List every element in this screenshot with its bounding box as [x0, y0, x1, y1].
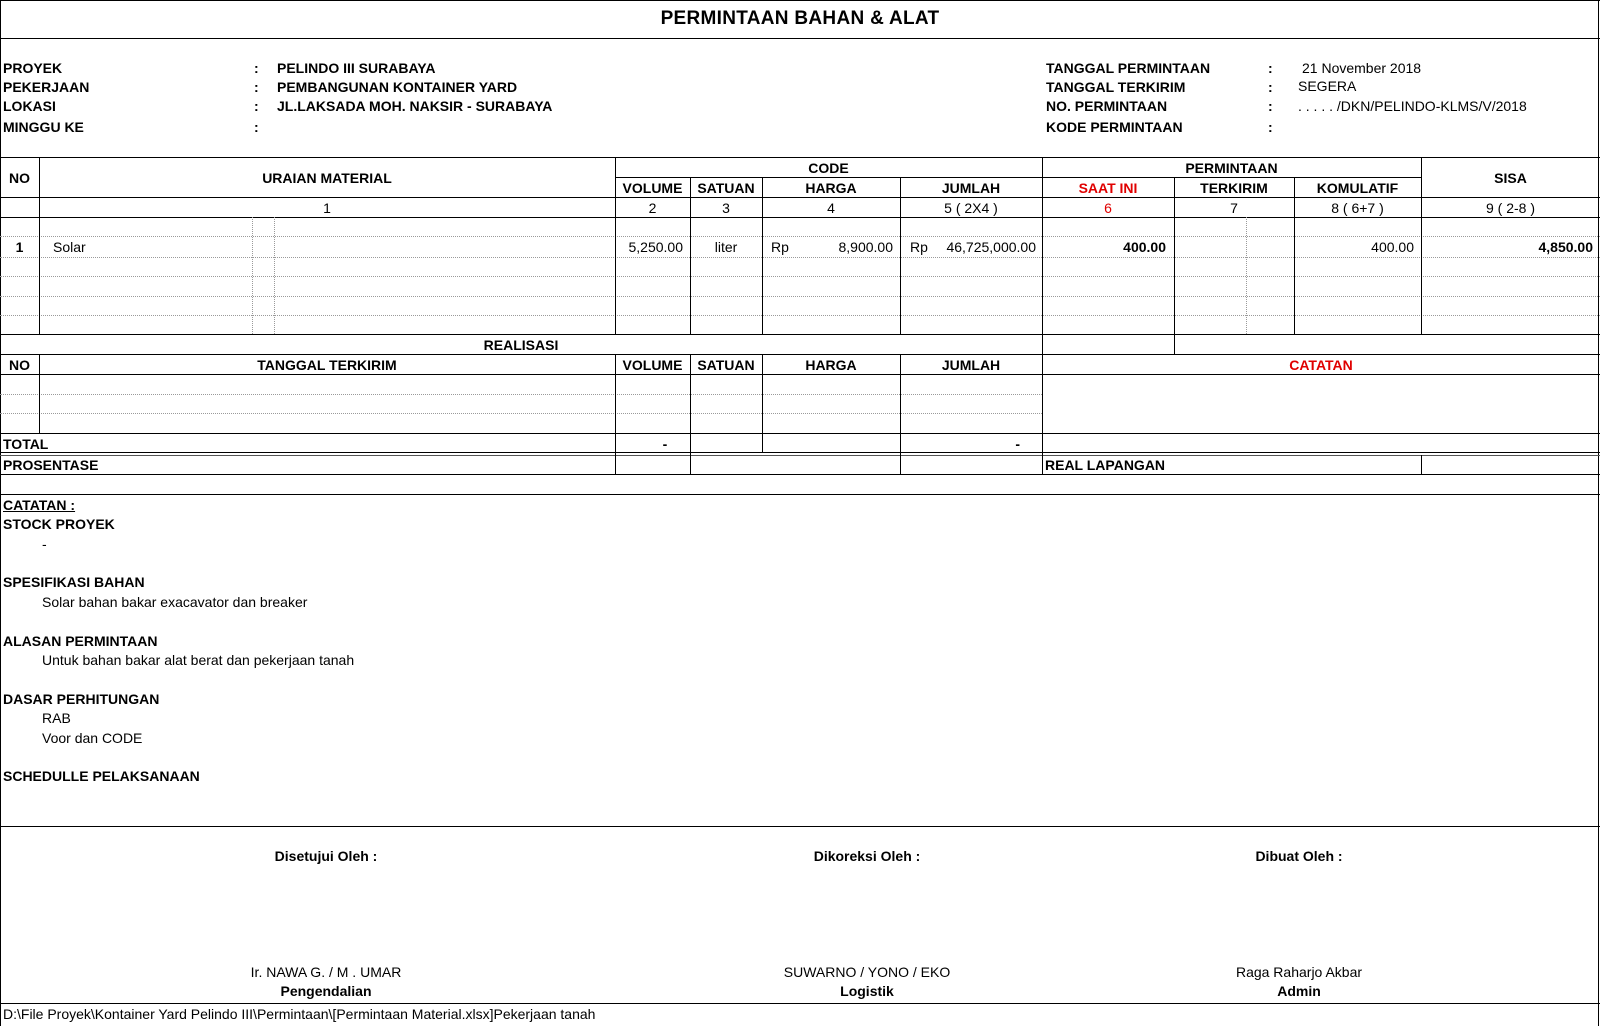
title-divider: [0, 38, 1600, 39]
no-permintaan-label: NO. PERMINTAAN: [1046, 98, 1168, 114]
row-jumlah-currency: Rp: [910, 239, 928, 255]
disetujui-caption: Disetujui Oleh :: [274, 848, 378, 864]
dikoreksi-caption: Dikoreksi Oleh :: [813, 848, 921, 864]
tanggal-terkirim-label: TANGGAL TERKIRIM: [1046, 79, 1186, 95]
realisasi-no-header: NO: [9, 357, 30, 373]
tanggal-permintaan-sep: :: [1268, 60, 1273, 76]
tanggal-permintaan-label: TANGGAL PERMINTAAN: [1046, 60, 1211, 76]
dibuat-caption: Dibuat Oleh :: [1255, 848, 1343, 864]
stock-proyek-label: STOCK PROYEK: [3, 516, 115, 532]
prosentase-label: PROSENTASE: [3, 457, 99, 473]
col-number-7: 7: [1230, 200, 1238, 216]
no-permintaan-sep: :: [1268, 98, 1273, 114]
row-volume: 5,250.00: [628, 239, 683, 255]
col-number-8: 8 ( 6+7 ): [1331, 200, 1384, 216]
minggu-sep: :: [254, 119, 259, 135]
dibuat-name: Raga Raharjo Akbar: [1235, 964, 1363, 980]
footer-divider: [0, 1003, 1600, 1004]
col-komulatif-header: KOMULATIF: [1316, 180, 1399, 196]
col-number-5: 5 ( 2X4 ): [944, 200, 998, 216]
stock-proyek-value: -: [42, 536, 47, 552]
col-number-1: 1: [323, 200, 331, 216]
total-label: TOTAL: [3, 436, 49, 452]
col-terkirim-header: TERKIRIM: [1200, 180, 1268, 196]
col-satuan-header: SATUAN: [697, 180, 755, 196]
row-harga: 8,900.00: [838, 239, 893, 255]
spesifikasi-value: Solar bahan bakar exacavator dan breaker: [42, 594, 308, 610]
col-harga-header: HARGA: [805, 180, 857, 196]
col-number-4: 4: [827, 200, 835, 216]
tanggal-permintaan-value: 21 November 2018: [1302, 60, 1422, 76]
dibuat-role: Admin: [1277, 983, 1321, 999]
col-number-6: 6: [1104, 200, 1112, 216]
dasar-value-2: Voor dan CODE: [42, 730, 143, 746]
col-volume-header: VOLUME: [622, 180, 683, 196]
tanggal-terkirim-sep: :: [1268, 79, 1273, 95]
realisasi-satuan-header: SATUAN: [697, 357, 755, 373]
row-uraian: Solar: [53, 239, 86, 255]
alasan-value: Untuk bahan bakar alat berat dan pekerjaan tanah: [42, 652, 355, 668]
realisasi-title: REALISASI: [483, 337, 559, 353]
realisasi-tanggal-header: TANGGAL TERKIRIM: [257, 357, 397, 373]
row-jumlah: 46,725,000.00: [946, 239, 1036, 255]
proyek-label: PROYEK: [3, 60, 63, 76]
dikoreksi-name: SUWARNO / YONO / EKO: [783, 964, 951, 980]
disetujui-name: Ir. NAWA G. / M . UMAR: [250, 964, 402, 980]
row-satuan: liter: [714, 239, 738, 255]
kode-permintaan-sep: :: [1268, 119, 1273, 135]
pekerjaan-label: PEKERJAAN: [3, 79, 90, 95]
row-sisa: 4,850.00: [1538, 239, 1593, 255]
col-permintaan-header: PERMINTAAN: [1185, 160, 1278, 176]
col-uraian-header: URAIAN MATERIAL: [262, 170, 392, 186]
col-number-3: 3: [722, 200, 730, 216]
total-volume: -: [662, 436, 668, 452]
lokasi-sep: :: [254, 98, 259, 114]
minggu-label: MINGGU KE: [3, 119, 84, 135]
dasar-value-1: RAB: [42, 710, 71, 726]
pekerjaan-sep: :: [254, 79, 259, 95]
pekerjaan-value: PEMBANGUNAN KONTAINER YARD: [277, 79, 518, 95]
lokasi-value: JL.LAKSADA MOH. NAKSIR - SURABAYA: [277, 98, 553, 114]
row-no: 1: [15, 239, 24, 255]
row-saat-ini: 400.00: [1123, 239, 1166, 255]
no-permintaan-value: . . . . . /DKN/PELINDO-KLMS/V/2018: [1298, 98, 1527, 114]
spesifikasi-label: SPESIFIKASI BAHAN: [3, 574, 145, 590]
notes-header: CATATAN :: [3, 497, 76, 513]
lokasi-label: LOKASI: [3, 98, 56, 114]
frame-right: [1598, 0, 1599, 1026]
dikoreksi-role: Logistik: [840, 983, 894, 999]
realisasi-volume-header: VOLUME: [622, 357, 683, 373]
disetujui-role: Pengendalian: [280, 983, 372, 999]
proyek-sep: :: [254, 60, 259, 76]
realisasi-jumlah-header: JUMLAH: [941, 357, 1001, 373]
col-number-2: 2: [648, 200, 657, 216]
tanggal-terkirim-value: SEGERA: [1298, 78, 1357, 94]
row-harga-currency: Rp: [771, 239, 789, 255]
page-title: PERMINTAAN BAHAN & ALAT: [660, 8, 940, 29]
col-no-header: NO: [9, 170, 30, 186]
total-jumlah: -: [1015, 436, 1020, 452]
alasan-label: ALASAN PERMINTAAN: [3, 633, 158, 649]
schedule-label: SCHEDULLE PELAKSANAAN: [3, 768, 200, 784]
col-sisa-header: SISA: [1494, 170, 1527, 186]
dasar-label: DASAR PERHITUNGAN: [3, 691, 160, 707]
col-saat-ini-header: SAAT INI: [1078, 180, 1138, 196]
kode-permintaan-label: KODE PERMINTAAN: [1046, 119, 1183, 135]
col-code-header: CODE: [808, 160, 849, 176]
footer-file-path: D:\File Proyek\Kontainer Yard Pelindo III\Permintaan\[Permintaan Material.xlsx]Pekerjaan tanah: [3, 1006, 596, 1022]
signature-divider: [0, 826, 1600, 827]
realisasi-harga-header: HARGA: [805, 357, 857, 373]
realisasi-catatan-header: CATATAN: [1289, 357, 1353, 373]
col-jumlah-header: JUMLAH: [941, 180, 1001, 196]
row-komulatif: 400.00: [1371, 239, 1414, 255]
frame-top: [0, 0, 1600, 1]
real-lapangan-label: REAL LAPANGAN: [1045, 457, 1166, 473]
col-number-9: 9 ( 2-8 ): [1485, 200, 1535, 216]
proyek-value: PELINDO III SURABAYA: [277, 60, 436, 76]
frame-left: [0, 0, 1, 1026]
